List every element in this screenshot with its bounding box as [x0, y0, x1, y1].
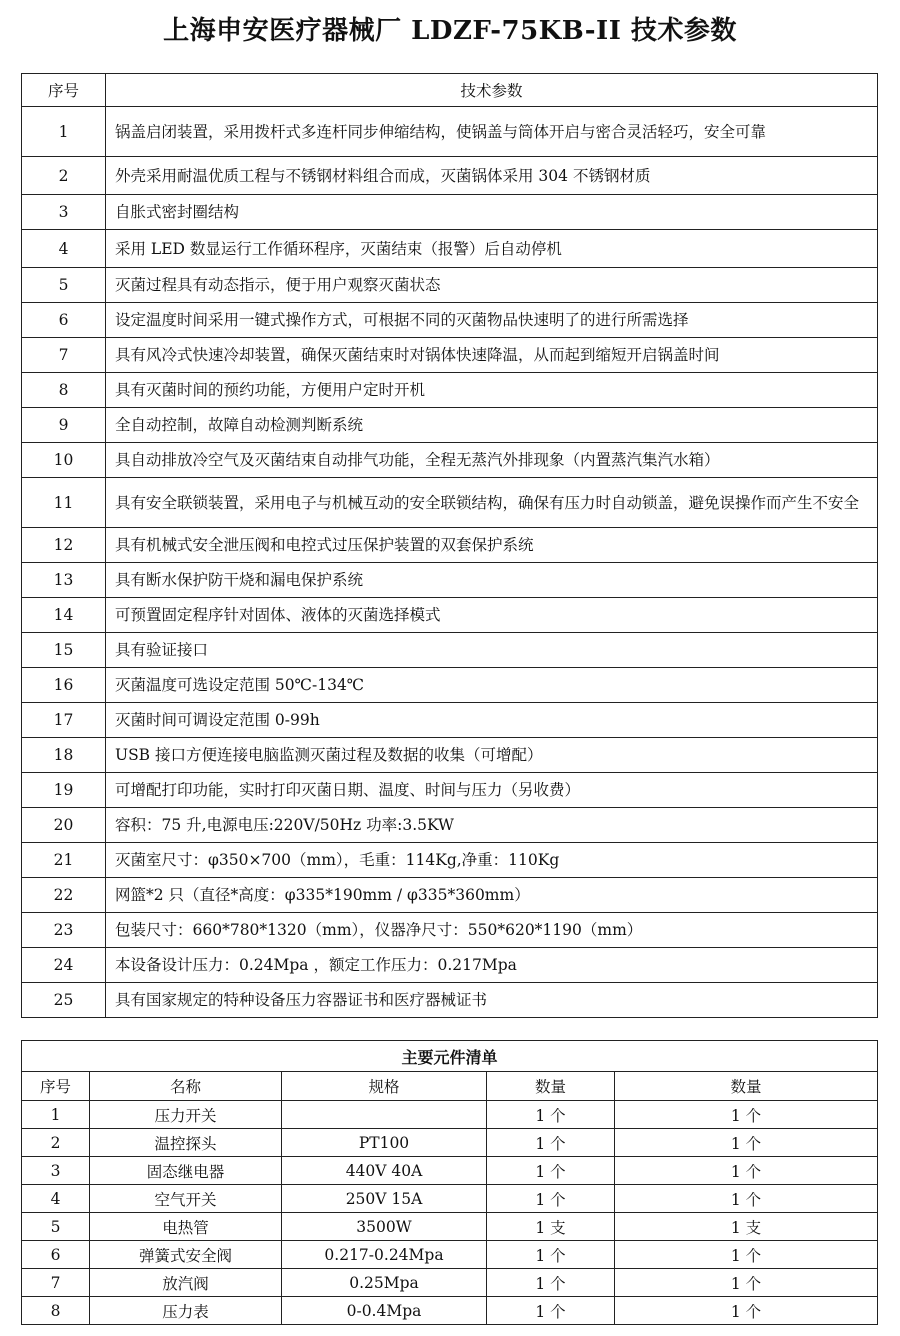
spec-row: [22, 443, 878, 478]
component-name: 温控探头: [90, 1129, 282, 1157]
spec-row: [22, 303, 878, 338]
component-row: [22, 1213, 878, 1241]
spec-row-text: 本设备设计压力：0.24Mpa ，额定工作压力：0.217Mpa: [106, 948, 878, 983]
spec-row: [22, 195, 878, 230]
component-heading-row: [22, 1041, 878, 1072]
spec-row: [22, 773, 878, 808]
spec-row-text: 采用 LED 数显运行工作循环程序，灭菌结束（报警）后自动停机: [106, 230, 878, 268]
component-table: [21, 1040, 878, 1325]
spec-row-index: 15: [22, 633, 106, 668]
spec-row: [22, 633, 878, 668]
spec-row-text: 锅盖启闭装置，采用拨杆式多连杆同步伸缩结构，使锅盖与筒体开启与密合灵活轻巧，安全可靠: [106, 107, 878, 157]
spec-row-text: 具有国家规定的特种设备压力容器证书和医疗器械证书: [106, 983, 878, 1018]
component-index: 3: [22, 1157, 90, 1185]
component-index: 1: [22, 1101, 90, 1129]
component-qty-2: 1 个: [615, 1185, 878, 1213]
component-heading: 主要元件清单: [22, 1041, 878, 1072]
component-spec: 0-0.4Mpa: [282, 1297, 487, 1325]
component-spec: [282, 1101, 487, 1129]
component-qty: 1 个: [487, 1129, 615, 1157]
component-qty-2: 1 支: [615, 1213, 878, 1241]
component-index: 5: [22, 1213, 90, 1241]
spec-row: [22, 913, 878, 948]
spec-row: [22, 338, 878, 373]
spec-row: [22, 373, 878, 408]
component-qty: 1 支: [487, 1213, 615, 1241]
spec-row: [22, 843, 878, 878]
component-name: 放汽阀: [90, 1269, 282, 1297]
spec-row-text: 具有安全联锁装置，采用电子与机械互动的安全联锁结构，确保有压力时自动锁盖，避免误操作而产生不安全: [106, 478, 878, 528]
spec-row: [22, 408, 878, 443]
spec-row-index: 9: [22, 408, 106, 443]
component-spec: 0.217-0.24Mpa: [282, 1241, 487, 1269]
component-index: 8: [22, 1297, 90, 1325]
spec-row: [22, 268, 878, 303]
spec-row: [22, 983, 878, 1018]
spec-row-text: 灭菌温度可选设定范围 50℃-134℃: [106, 668, 878, 703]
component-qty-2: 1 个: [615, 1157, 878, 1185]
component-spec: 3500W: [282, 1213, 487, 1241]
spec-row-index: 10: [22, 443, 106, 478]
spec-row-text: 具有断水保护防干烧和漏电保护系统: [106, 563, 878, 598]
spec-row: [22, 703, 878, 738]
spec-row: [22, 230, 878, 268]
component-row: [22, 1157, 878, 1185]
component-row: [22, 1185, 878, 1213]
component-qty-2: 1 个: [615, 1269, 878, 1297]
spec-row: [22, 668, 878, 703]
spec-row-index: 22: [22, 878, 106, 913]
component-spec: 250V 15A: [282, 1185, 487, 1213]
spec-row-index: 13: [22, 563, 106, 598]
spec-row-text: 网篮*2 只（直径*高度：φ335*190mm / φ335*360mm）: [106, 878, 878, 913]
component-index: 7: [22, 1269, 90, 1297]
component-name: 电热管: [90, 1213, 282, 1241]
spec-row-text: 包装尺寸：660*780*1320（mm），仪器净尺寸：550*620*1190（mm）: [106, 913, 878, 948]
component-name: 弹簧式安全阀: [90, 1241, 282, 1269]
spec-table: [21, 73, 878, 1018]
spec-row-text: 灭菌室尺寸：φ350×700（mm），毛重：114Kg,净重：110Kg: [106, 843, 878, 878]
spec-row-text: 具有机械式安全泄压阀和电控式过压保护装置的双套保护系统: [106, 528, 878, 563]
spec-row-index: 1: [22, 107, 106, 157]
component-name: 压力表: [90, 1297, 282, 1325]
component-header-qty: 数量: [487, 1072, 615, 1101]
component-spec: 440V 40A: [282, 1157, 487, 1185]
component-qty: 1 个: [487, 1185, 615, 1213]
spec-row: [22, 738, 878, 773]
spec-row-text: 具自动排放冷空气及灭菌结束自动排气功能，全程无蒸汽外排现象（内置蒸汽集汽水箱）: [106, 443, 878, 478]
component-qty: 1 个: [487, 1241, 615, 1269]
spec-row-text: 自胀式密封圈结构: [106, 195, 878, 230]
component-row: [22, 1101, 878, 1129]
spec-row-text: 可增配打印功能，实时打印灭菌日期、温度、时间与压力（另收费）: [106, 773, 878, 808]
spec-row-index: 25: [22, 983, 106, 1018]
spec-row-index: 8: [22, 373, 106, 408]
spec-row-index: 19: [22, 773, 106, 808]
spec-row-text: 可预置固定程序针对固体、液体的灭菌选择模式: [106, 598, 878, 633]
spec-row: [22, 878, 878, 913]
component-header-row: [22, 1072, 878, 1101]
component-index: 4: [22, 1185, 90, 1213]
spec-row: [22, 598, 878, 633]
component-header-index: 序号: [22, 1072, 90, 1101]
component-name: 压力开关: [90, 1101, 282, 1129]
spec-row-index: 6: [22, 303, 106, 338]
spec-row-index: 11: [22, 478, 106, 528]
component-qty-2: 1 个: [615, 1129, 878, 1157]
spec-row-index: 16: [22, 668, 106, 703]
spec-row-index: 21: [22, 843, 106, 878]
spec-header-parameter: 技术参数: [106, 74, 878, 107]
document-title: 上海申安医疗器械厂 LDZF-75KB-II 技术参数: [163, 16, 737, 46]
spec-row-text: 灭菌时间可调设定范围 0-99h: [106, 703, 878, 738]
component-qty: 1 个: [487, 1297, 615, 1325]
component-qty: 1 个: [487, 1157, 615, 1185]
component-row: [22, 1269, 878, 1297]
component-row: [22, 1297, 878, 1325]
spec-row-index: 2: [22, 157, 106, 195]
spec-row-text: 灭菌过程具有动态指示，便于用户观察灭菌状态: [106, 268, 878, 303]
component-index: 6: [22, 1241, 90, 1269]
spec-row-text: 容积：75 升,电源电压:220V/50Hz 功率:3.5KW: [106, 808, 878, 843]
spec-header-index: 序号: [22, 74, 106, 107]
component-header-qty-2: 数量: [615, 1072, 878, 1101]
spec-row-index: 24: [22, 948, 106, 983]
spec-row-index: 12: [22, 528, 106, 563]
spec-row-index: 3: [22, 195, 106, 230]
spec-row: [22, 478, 878, 528]
component-spec: PT100: [282, 1129, 487, 1157]
spec-row: [22, 157, 878, 195]
spec-row-index: 18: [22, 738, 106, 773]
spec-row: [22, 107, 878, 157]
spec-row-text: 全自动控制，故障自动检测判断系统: [106, 408, 878, 443]
component-name: 空气开关: [90, 1185, 282, 1213]
spec-row-index: 17: [22, 703, 106, 738]
spec-row: [22, 528, 878, 563]
component-row: [22, 1241, 878, 1269]
spec-row: [22, 808, 878, 843]
spec-row-text: 具有灭菌时间的预约功能，方便用户定时开机: [106, 373, 878, 408]
spec-row-text: USB 接口方便连接电脑监测灭菌过程及数据的收集（可增配）: [106, 738, 878, 773]
component-row: [22, 1129, 878, 1157]
component-qty-2: 1 个: [615, 1297, 878, 1325]
component-qty-2: 1 个: [615, 1241, 878, 1269]
component-spec: 0.25Mpa: [282, 1269, 487, 1297]
component-name: 固态继电器: [90, 1157, 282, 1185]
component-index: 2: [22, 1129, 90, 1157]
spec-row-index: 20: [22, 808, 106, 843]
spec-row-index: 14: [22, 598, 106, 633]
component-qty-2: 1 个: [615, 1101, 878, 1129]
spec-row-text: 外壳采用耐温优质工程与不锈钢材料组合而成，灭菌锅体采用 304 不锈钢材质: [106, 157, 878, 195]
spec-row-index: 5: [22, 268, 106, 303]
spec-row: [22, 563, 878, 598]
spec-row-index: 4: [22, 230, 106, 268]
spec-row: [22, 948, 878, 983]
spec-header-row: [22, 74, 878, 107]
component-qty: 1 个: [487, 1101, 615, 1129]
spec-row-text: 设定温度时间采用一键式操作方式，可根据不同的灭菌物品快速明了的进行所需选择: [106, 303, 878, 338]
spec-row-text: 具有风冷式快速冷却装置，确保灭菌结束时对锅体快速降温，从而起到缩短开启锅盖时间: [106, 338, 878, 373]
component-header-spec: 规格: [282, 1072, 487, 1101]
component-qty: 1 个: [487, 1269, 615, 1297]
spec-row-index: 23: [22, 913, 106, 948]
component-header-name: 名称: [90, 1072, 282, 1101]
spec-row-index: 7: [22, 338, 106, 373]
spec-row-text: 具有验证接口: [106, 633, 878, 668]
